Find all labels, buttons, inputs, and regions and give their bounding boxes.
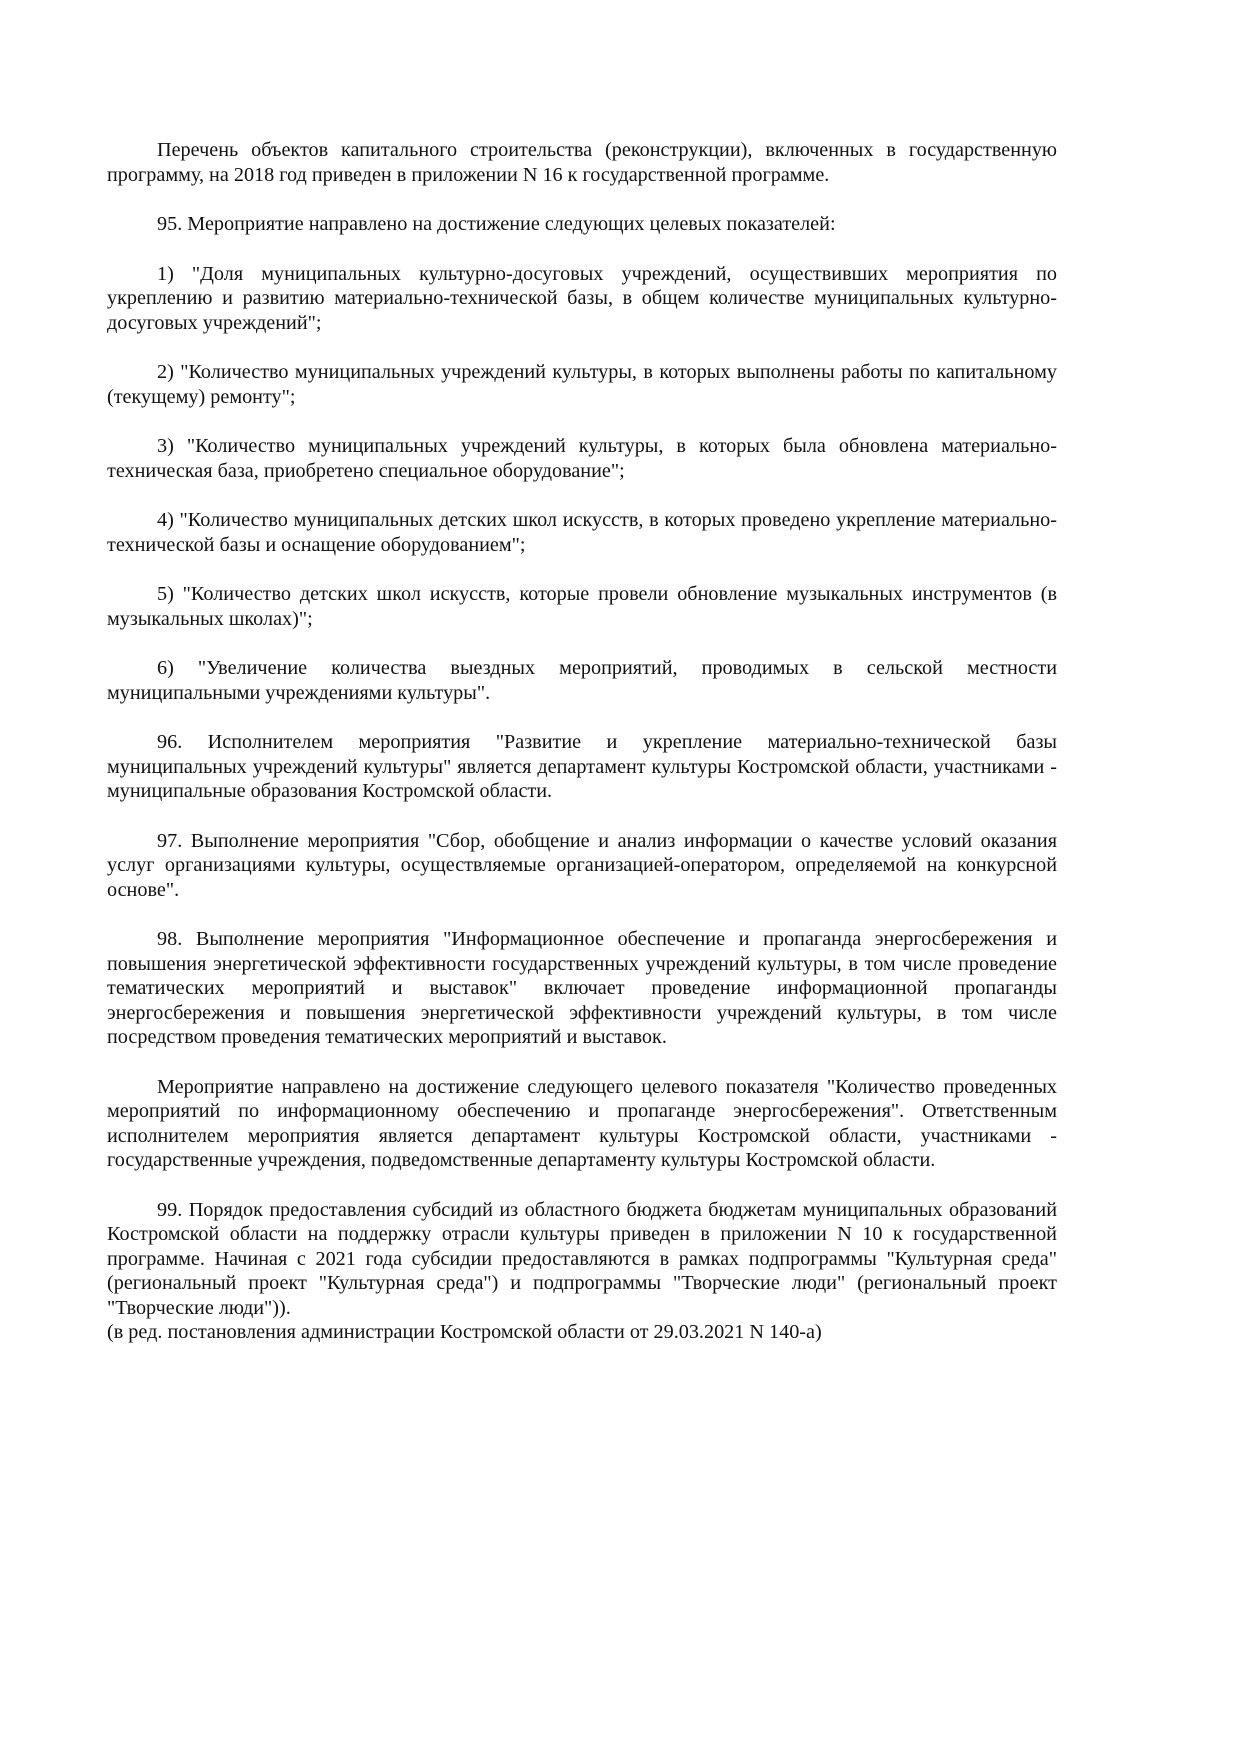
paragraph-capital-construction-list: Перечень объектов капитального строительства (реконструкции), включенных в государственную программу, на 2018 год приведен в приложении N 16 к государственной программе.	[107, 139, 1057, 186]
document-page	[107, 138, 1057, 1345]
paragraph-98: 98. Выполнение мероприятия "Информационное обеспечение и пропаганда энергосбережения и повышения энергетической эффективности государственных учреждений культуры, в том числе проведение тематических мероприятий и выставок" включает проведение информационной пропаганды энергосбережения и повышения энергетической эффективности учреждений культуры, в том числе посредством проведения тематических мероприятий и выставок.	[107, 928, 1057, 1048]
paragraph-98-target-indicator: Мероприятие направлено на достижение следующего целевого показателя "Количество проведенных мероприятий по информационному обеспечению и пропаганде энергосбережения". Ответственным исполнителем мероприятия является департамент культуры Костромской области, участниками - государственные учреждения, подведомственные департаменту культуры Костромской области.	[107, 1075, 1057, 1171]
list-item-target-indicator-3: 3) "Количество муниципальных учреждений культуры, в которых была обновлена материально-техническая база, приобретено специальное оборудование";	[107, 435, 1057, 482]
paragraph-97: 97. Выполнение мероприятия "Сбор, обобщение и анализ информации о качестве условий оказания услуг организациями культуры, осуществляемые организацией-оператором, определяемой на конкурсной основе".	[107, 829, 1057, 901]
list-item-target-indicator-4: 4) "Количество муниципальных детских школ искусств, в которых проведено укрепление материально-технической базы и оснащение оборудованием";	[107, 509, 1057, 556]
list-item-target-indicator-1: 1) "Доля муниципальных культурно-досуговых учреждений, осуществивших мероприятия по укреплению и развитию материально-технической базы, в общем количестве муниципальных культурно-досуговых учреждений";	[107, 262, 1057, 334]
list-item-target-indicator-6: 6) "Увеличение количества выездных мероприятий, проводимых в сельской местности муниципальными учреждениями культуры".	[107, 657, 1057, 704]
paragraph-99: 99. Порядок предоставления субсидий из областного бюджета бюджетам муниципальных образований Костромской области на поддержку отрасли культуры приведен в приложении N 10 к государственной программе. Начиная с 2021 года субсидии предоставляются в рамках подпрограммы "Культурная среда" (региональный проект "Культурная среда") и подпрограммы "Творческие люди" (региональный проект "Творческие люди")).	[107, 1198, 1057, 1319]
paragraph-95-heading: 95. Мероприятие направлено на достижение следующих целевых показателей:	[157, 213, 836, 235]
amendment-note: (в ред. постановления администрации Костромской области от 29.03.2021 N 140-а)	[107, 1321, 822, 1343]
list-item-target-indicator-5: 5) "Количество детских школ искусств, которые провели обновление музыкальных инструментов (в музыкальных школах)";	[107, 583, 1057, 630]
list-item-target-indicator-2: 2) "Количество муниципальных учреждений культуры, в которых выполнены работы по капитальному (текущему) ремонту";	[107, 361, 1057, 408]
paragraph-96: 96. Исполнителем мероприятия "Развитие и укрепление материально-технической базы муниципальных учреждений культуры" является департамент культуры Костромской области, участниками - муниципальные образования Костромской области.	[107, 731, 1057, 802]
